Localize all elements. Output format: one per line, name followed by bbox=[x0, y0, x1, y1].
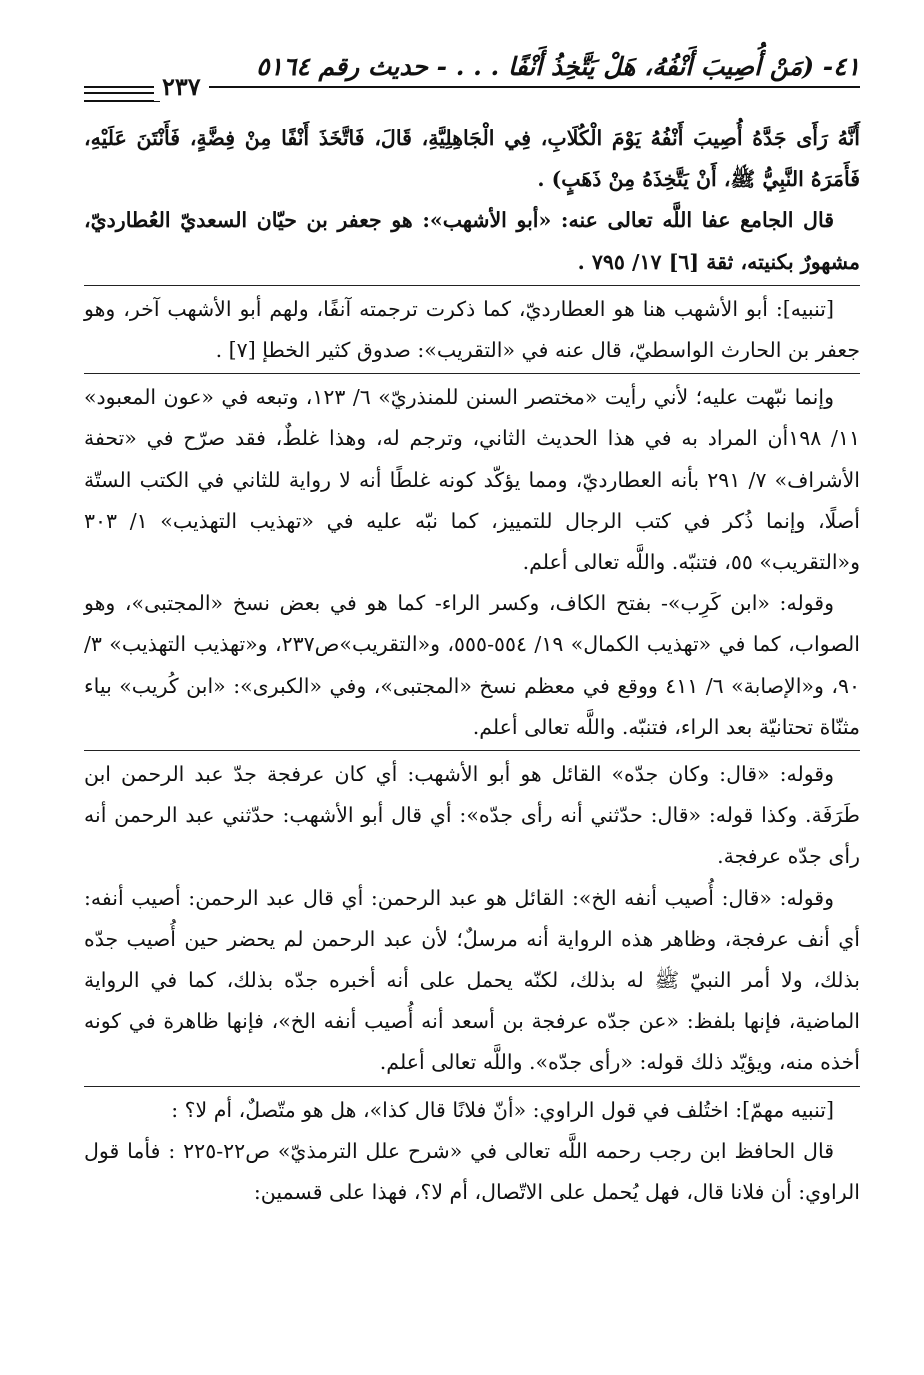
paragraph-important-note: [تنبيه مهمّ]: اختُلف في قول الراوي: «أنّ فلانًا قال كذا»، هل هو متّصلٌ، أم لا؟ : bbox=[171, 1097, 834, 1122]
divider bbox=[84, 285, 860, 286]
paragraph-note: [تنبيه]: أبو الأشهب هنا هو العطارديّ، كما ذكرت ترجمته آنفًا، ولهم أبو الأشهب آخر، وهو جعفر بن الحارث الواسطيّ، قال عنه في «التقريب»: صدوق كثير الخطإ [٧] . bbox=[84, 296, 860, 363]
paragraph-nose: وقوله: «قال: أُصيب أنفه الخ»: القائل هو عبد الرحمن: أي قال عبد الرحمن: أصيب أنفه: أي أنف عرفجة، وظاهر هذه الرواية أنه مرسلٌ؛ لأن عبد الرحمن لم يحضر حين أُصيب جدّه بذلك، ولا أمر النبيّ ﷺ له بذلك، لكنّه يحمل على أنه أخبره جدّه بذلك، كما في الرواية الماضية، فإنها بلفظ: «عن جدّه عرفجة بن أسعد أنه أُصيب أنفه الخ»، فإنها ظاهرة في كونه أخذه منه، ويؤيّد ذلك قوله: «رأى جدّه». واللَّه تعالى أعلم. bbox=[84, 885, 860, 1075]
divider bbox=[84, 373, 860, 374]
running-title: ٤١- (مَنْ أُصِيبَ أَنْفُهُ، هَلْ يَتَّخِذُ أَنْفًا . . . - حديث رقم ٥١٦٤ bbox=[256, 52, 860, 81]
hadith-text: أَنَّهُ رَأَى جَدَّهُ أُصِيبَ أَنْفُهُ يَوْمَ الْكُلَابِ، فِي الْجَاهِلِيَّةِ، قَالَ، فَاتَّخَذَ أَنْفًا مِنْ فِضَّةٍ، فَأَنْتَنَ عَلَيْهِ، فَأَمَرَهُ النَّبِيُّ ﷺ، أَنْ يَتَّخِذَهُ مِنْ ذَهَبٍ) . bbox=[84, 126, 860, 192]
divider bbox=[84, 1086, 860, 1087]
paragraph-ibn-rajab: قال الحافظ ابن رجب رحمه اللَّه تعالى في «شرح علل الترمذيّ» ص٢٢-٢٢٥ : فأما قول الراوي: أن فلانا قال، فهل يُحمل على الاتّصال، أم لا؟، فهذا على قسمين: bbox=[84, 1138, 860, 1205]
page-body bbox=[84, 118, 860, 1213]
paragraph-warning: وإنما نبّهت عليه؛ لأني رأيت «مختصر السنن للمنذريّ» ٦/ ١٢٣، وتبعه في «عون المعبود» ١١/ ١٩٨أن المراد به في هذا الحديث الثاني، وترجم له، وهذا غلطٌ، فقد صرّح في «تحفة الأشراف» ٧/ ٢٩١ بأنه العطارديّ، ومما يؤكّد كونه غلطًا أنه لا رواية للثاني في الكتب الستّة أصلًا، وإنما ذُكر في كتب الرجال للتمييز، كما نبّه عليه في «تهذيب التهذيب» ١/ ٣٠٣ و«التقريب» ٥٥، فتنبّه. واللَّه تعالى أعلم. bbox=[84, 385, 860, 575]
divider bbox=[84, 750, 860, 751]
paragraph-grandfather: وقوله: «قال: وكان جدّه» القائل هو أبو الأشهب: أي كان عرفجة جدّ عبد الرحمن ابن طَرَفَة. وكذا قوله: «قال: حدّثني أنه رأى جدّه»: أي قال أبو الأشهب: حدّثني عبد الرحمن أنه رأى جدّه عرفجة. bbox=[84, 762, 860, 869]
page-number-rule bbox=[84, 92, 160, 102]
paragraph-narrator: قال الجامع عفا اللَّه تعالى عنه: «أبو الأشهب»: هو جعفر بن حيّان السعديّ العُطارديّ، مشهورٌ بكنيته، ثقة [٦] ١٧/ ٧٩٥ . bbox=[84, 208, 860, 274]
paragraph-ibn-karib: وقوله: «ابن كَرِب»- بفتح الكاف، وكسر الراء- كما هو في بعض نسخ «المجتبى»، وهو الصواب، كما في «تهذيب الكمال» ١٩/ ٥٥٤-٥٥٥، و«التقريب»ص٢٣٧، و«تهذيب التهذيب» ٣/ ٩٠، و«الإصابة» ٦/ ٤١١ ووقع في معظم نسخ «المجتبى»، وفي «الكبرى»: «ابن كُريب» بياء مثنّاة تحتانيّة بعد الراء، فتنبّه. واللَّه تعالى أعلم. bbox=[84, 591, 860, 739]
page-header bbox=[84, 48, 860, 106]
page-number: ٢٣٧ bbox=[154, 72, 209, 101]
